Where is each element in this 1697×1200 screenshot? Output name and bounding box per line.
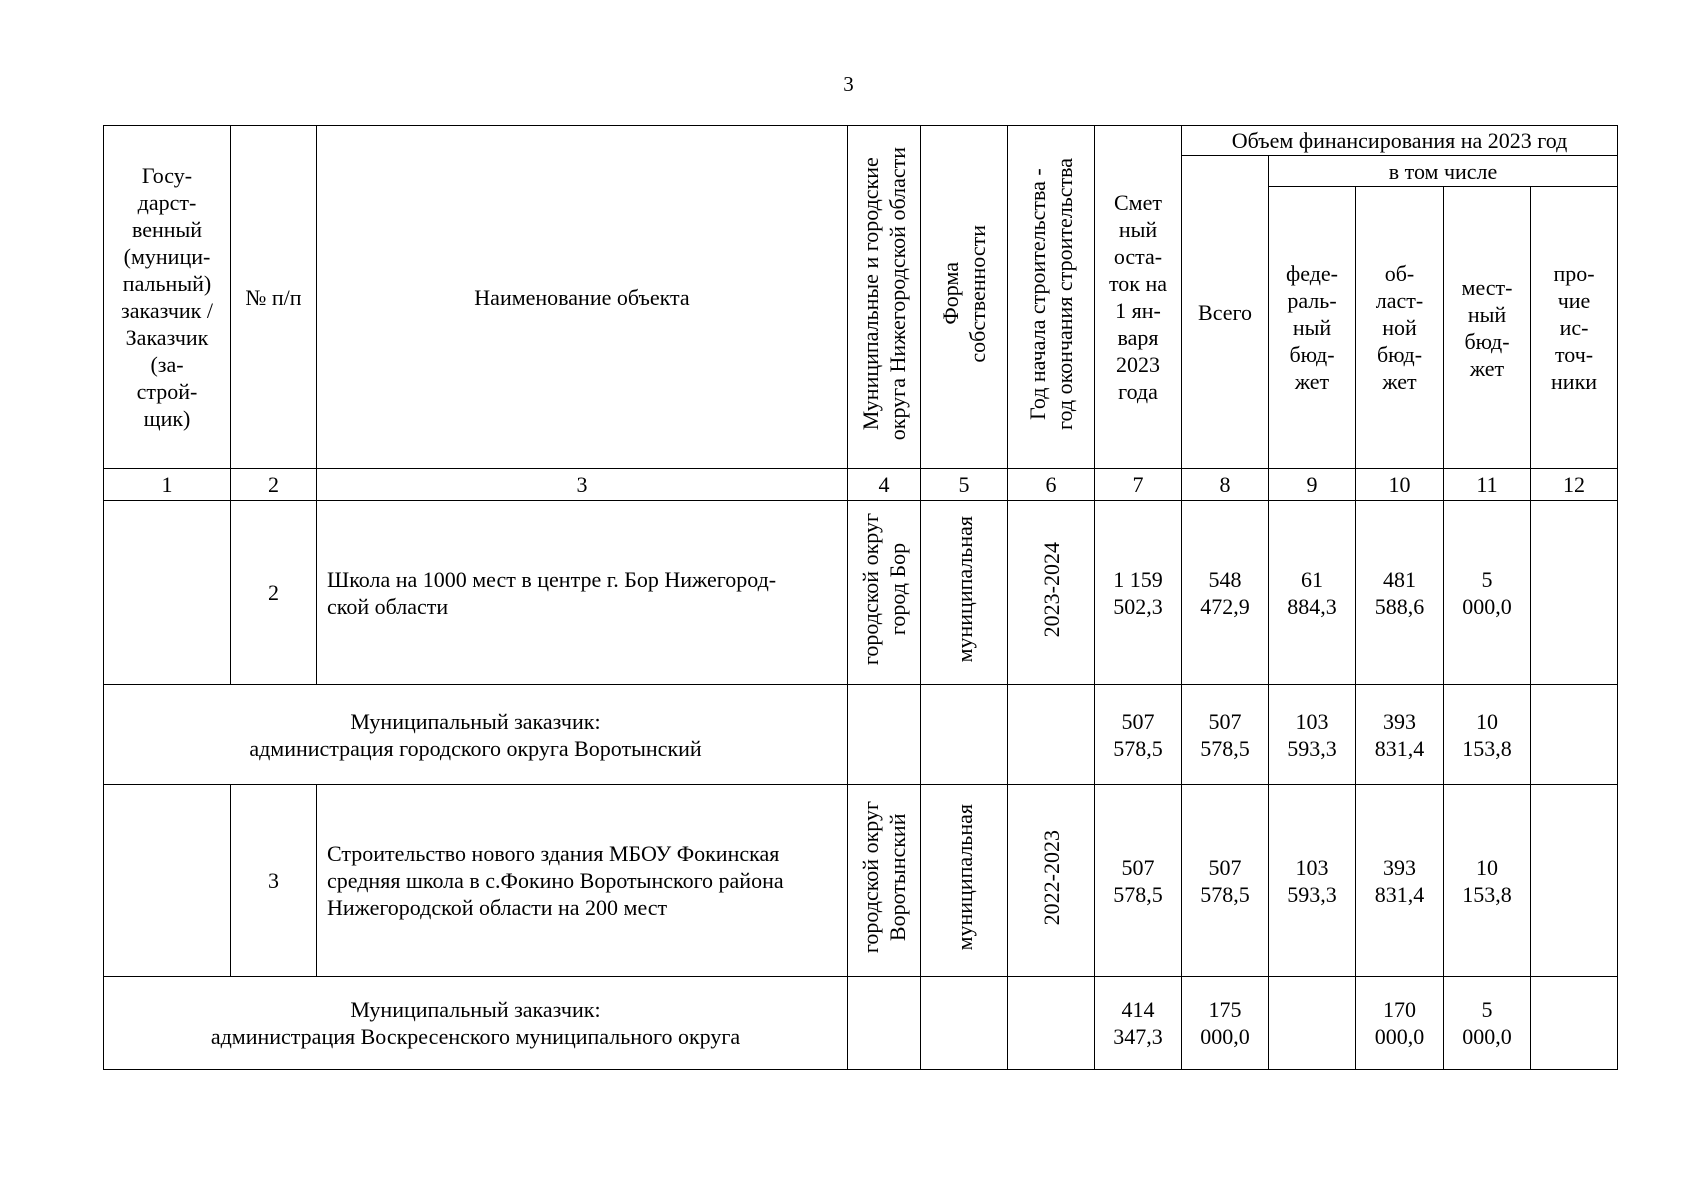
total-value: 175 000,0 (1182, 977, 1269, 1070)
empty-cell (1008, 685, 1095, 785)
customer-label: Муниципальный заказчик: администрация городского округа Воротынский (104, 685, 848, 785)
customer-cell (104, 785, 231, 977)
municipality: городской округ город Бор (858, 513, 910, 666)
federal-value: 61 884,3 (1269, 501, 1356, 685)
header-municipality-cell (848, 126, 921, 469)
total-value: 548 472,9 (1182, 501, 1269, 685)
header-number: № п/п (231, 126, 317, 469)
federal-value (1269, 977, 1356, 1070)
regional-value: 170 000,0 (1356, 977, 1444, 1070)
header-remaining: Смет ный оста- ток на 1 ян- варя 2023 года (1095, 126, 1182, 469)
total-value: 507 578,5 (1182, 685, 1269, 785)
empty-cell (1008, 977, 1095, 1070)
header-financing-title: Объем финансирования на 2023 год (1182, 126, 1618, 156)
empty-cell (921, 977, 1008, 1070)
ownership: муниципальная (951, 804, 977, 951)
column-number: 8 (1182, 469, 1269, 501)
local-value: 10 153,8 (1444, 685, 1531, 785)
column-number: 11 (1444, 469, 1531, 501)
ownership: муниципальная (951, 516, 977, 663)
column-number: 5 (921, 469, 1008, 501)
object-number: 3 (231, 785, 317, 977)
remaining-value: 1 159 502,3 (1095, 501, 1182, 685)
header-years: Год начала строительства - год окончания строительства (1025, 158, 1077, 430)
table-row-object-2 (104, 501, 1618, 685)
header-object-name: Наименование объекта (317, 126, 848, 469)
table-row-customer-vorotynsky (104, 685, 1618, 785)
local-value: 10 153,8 (1444, 785, 1531, 977)
ownership-cell (921, 785, 1008, 977)
header-regional: об- ласт- ной бюд- жет (1356, 187, 1444, 469)
years-cell (1008, 785, 1095, 977)
header-federal: феде- раль- ный бюд- жет (1269, 187, 1356, 469)
empty-cell (848, 977, 921, 1070)
column-number: 6 (1008, 469, 1095, 501)
other-value (1531, 501, 1618, 685)
municipality-cell (848, 785, 921, 977)
regional-value: 481 588,6 (1356, 501, 1444, 685)
header-including: в том числе (1269, 156, 1618, 187)
table-row-customer-voskresensky (104, 977, 1618, 1070)
column-number: 4 (848, 469, 921, 501)
construction-years: 2022-2023 (1038, 829, 1064, 926)
object-name: Школа на 1000 мест в центре г. Бор Нижегород- ской области (317, 501, 848, 685)
empty-cell (848, 685, 921, 785)
other-value (1531, 785, 1618, 977)
header-other: про- чие ис- точ- ники (1531, 187, 1618, 469)
empty-cell (921, 685, 1008, 785)
regional-value: 393 831,4 (1356, 685, 1444, 785)
column-number: 10 (1356, 469, 1444, 501)
header-municipality: Муниципальные и городские округа Нижегородской области (858, 147, 910, 441)
column-number: 3 (317, 469, 848, 501)
local-value: 5 000,0 (1444, 977, 1531, 1070)
column-number: 9 (1269, 469, 1356, 501)
years-cell (1008, 501, 1095, 685)
object-name: Строительство нового здания МБОУ Фокинская средняя школа в с.Фокино Воротынского района Нижегородской области на 200 мест (317, 785, 848, 977)
remaining-value: 507 578,5 (1095, 685, 1182, 785)
customer-cell (104, 501, 231, 685)
page-number: 3 (843, 72, 854, 96)
header-customer: Госу- дарст- венный (муници- пальный) заказчик / Заказчик (за- строй- щик) (104, 126, 231, 469)
construction-years: 2023-2024 (1038, 541, 1064, 638)
municipality-cell (848, 501, 921, 685)
object-number: 2 (231, 501, 317, 685)
column-number: 7 (1095, 469, 1182, 501)
header-years-cell (1008, 126, 1095, 469)
table-row-object-3 (104, 785, 1618, 977)
header-ownership: Форма собственности (938, 225, 990, 363)
municipality: городской округ Воротынский (858, 801, 910, 954)
regional-value: 393 831,4 (1356, 785, 1444, 977)
federal-value: 103 593,3 (1269, 685, 1356, 785)
header-local: мест- ный бюд- жет (1444, 187, 1531, 469)
header-ownership-cell (921, 126, 1008, 469)
customer-label: Муниципальный заказчик: администрация Воскресенского муниципального округа (104, 977, 848, 1070)
local-value: 5 000,0 (1444, 501, 1531, 685)
header-total: Всего (1182, 156, 1269, 469)
remaining-value: 414 347,3 (1095, 977, 1182, 1070)
column-numbers-row (104, 469, 1618, 501)
column-number: 1 (104, 469, 231, 501)
column-number: 12 (1531, 469, 1618, 501)
ownership-cell (921, 501, 1008, 685)
other-value (1531, 977, 1618, 1070)
other-value (1531, 685, 1618, 785)
federal-value: 103 593,3 (1269, 785, 1356, 977)
total-value: 507 578,5 (1182, 785, 1269, 977)
remaining-value: 507 578,5 (1095, 785, 1182, 977)
column-number: 2 (231, 469, 317, 501)
financing-table (103, 125, 1618, 1070)
